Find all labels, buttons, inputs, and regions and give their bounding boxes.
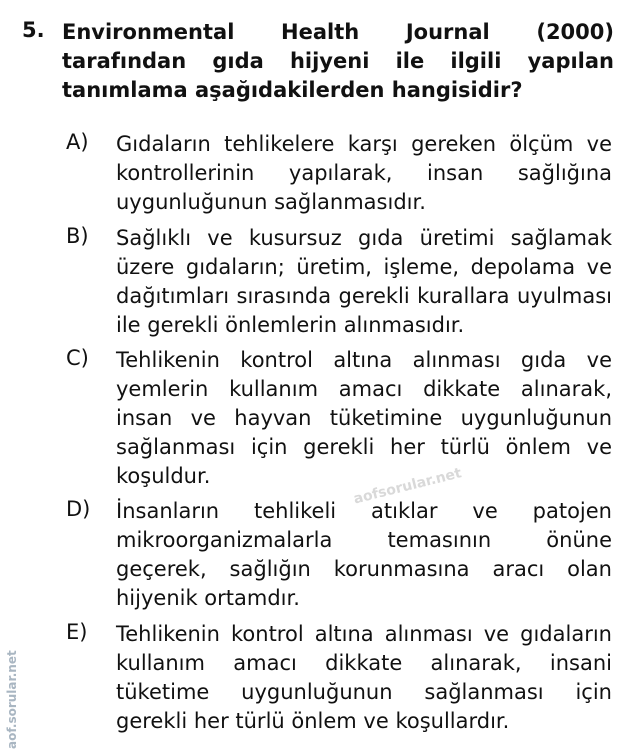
option-b-text: Sağlıklı ve kusursuz gıda üretimi sağlamak üzere gıdaların; üretim, işleme, depolama ve dağıtımları sırasında gerekli kurallara uyulması ile gerekli önlemlerin alınmasıdır.: [116, 226, 612, 337]
question-number: 5.: [22, 18, 45, 42]
option-e-text: Tehlikenin kontrol altına alınması ve gıdaların kullanım amacı dikkate alınarak, insani tüketime uygunluğunun sağlanması için gerekli her türlü önlem ve koşullardır.: [116, 622, 612, 733]
option-d-letter: D): [66, 497, 91, 521]
option-b-letter: B): [66, 224, 89, 248]
option-a-text: Gıdaların tehlikelere karşı gereken ölçüm ve kontrollerinin yapılarak, insan sağlığına uygunluğunun sağlanmasıdır.: [116, 132, 612, 214]
watermark-side: aof.sorular.net: [5, 650, 19, 749]
option-c-letter: C): [66, 346, 89, 370]
option-c-text: Tehlikenin kontrol altına alınması gıda ve yemlerin kullanım amacı dikkate alınarak, insan ve hayvan tüketimine uygunluğunun sağlanması için gerekli her türlü önlem ve koşuldur.: [116, 348, 612, 488]
option-e-letter: E): [66, 620, 88, 644]
option-a-letter: A): [66, 130, 89, 154]
option-d-text: İnsanların tehlikeli atıklar ve patojen mikroorganizmalarla temasının önüne geçerek, sağlığın korunmasına aracı olan hijyenik ortamdır.: [116, 499, 612, 610]
question-text: Environmental Health Journal (2000) tarafından gıda hijyeni ile ilgili yapılan tanımlama aşağıdakilerden hangisidir?: [62, 20, 614, 102]
watermark-center: aofsorular.net: [352, 465, 464, 508]
